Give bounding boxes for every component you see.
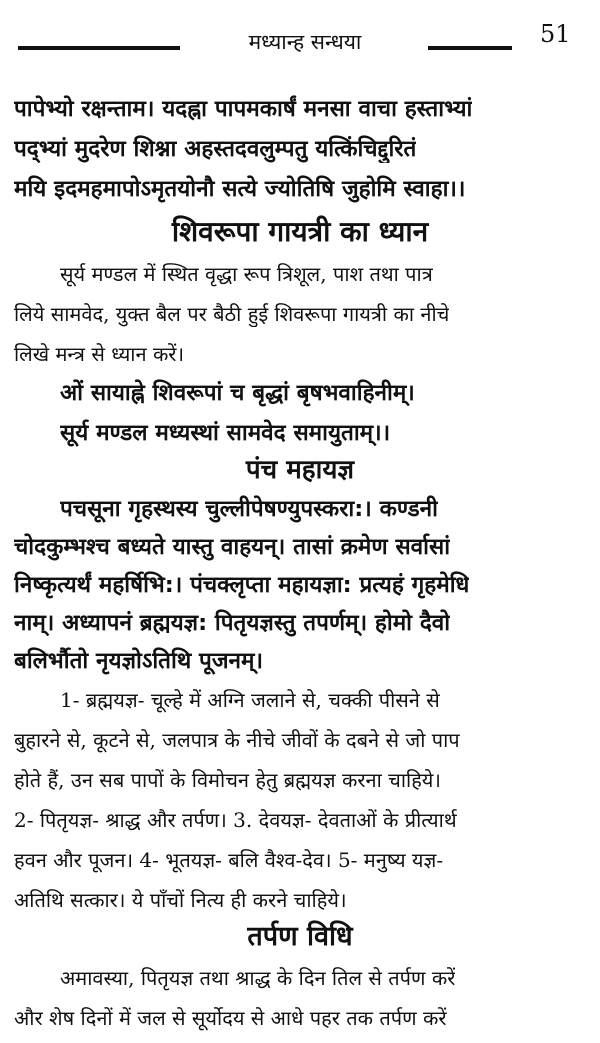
block2-line: बलिर्भौतो नृयज्ञोऽतिथि पूजनम्। bbox=[14, 648, 263, 674]
block1-line: पद्भ्यां मुदरेण शिश्ना अहस्तदवलुम्पतु यत्किंचिद्दुरितं bbox=[14, 136, 417, 162]
header-rule-right bbox=[428, 46, 512, 50]
block2-line: चोदकुम्भश्च बध्यते यास्तु वाहयन्। तासां क्रमेण सर्वासां bbox=[14, 534, 451, 560]
block2-line: पचसूना गृहस्थस्य चुल्लीपेषण्युपस्करा:। कण्डनी bbox=[60, 496, 438, 522]
paragraph-line: लिये सामवेद, युक्त बैल पर बैठी हुई शिवरूपा गायत्री का नीचे bbox=[14, 302, 450, 326]
mantra-line: ओं सायाह्ने शिवरूपां च बृद्धां बृषभवाहिनीम्। bbox=[60, 380, 415, 406]
mantra-line: सूर्य मण्डल मध्यस्थां सामवेद समायुताम्।। bbox=[60, 420, 391, 446]
paragraph-line: और शेष दिनों में जल से सूर्योदय से आधे पहर तक तर्पण करें bbox=[14, 1006, 447, 1030]
header-rule-left bbox=[18, 46, 180, 50]
block1-line: पापेभ्यो रक्षन्ताम। यदह्ना पापमकार्षं मनसा वाचा हस्ताभ्यां bbox=[14, 96, 473, 122]
paragraph-line: बुहारने से, कूटने से, जलपात्र के नीचे जीवों के दबने से जो पाप bbox=[14, 728, 460, 752]
paragraph-line: सूर्य मण्डल में स्थित वृद्धा रूप त्रिशूल, पाश तथा पात्र bbox=[60, 262, 433, 286]
page-number: 51 bbox=[540, 20, 571, 48]
running-title: मध्यान्ह सन्धया bbox=[248, 30, 362, 54]
paragraph-line: हवन और पूजन। 4- भूतयज्ञ- बलि वैश्व-देव। 5- मनुष्य यज्ञ- bbox=[14, 848, 444, 872]
paragraph-line: अमावस्या, पितृयज्ञ तथा श्राद्ध के दिन तिल से तर्पण करें bbox=[60, 966, 456, 990]
running-header bbox=[0, 18, 600, 58]
section-heading: शिवरूपा गायत्री का ध्यान bbox=[171, 215, 429, 248]
paragraph-line: 1- ब्रह्मयज्ञ- चूल्हे में अग्नि जलाने से, चक्की पीसने से bbox=[60, 688, 440, 712]
block2-line: नाम्। अध्यापनं ब्रह्मयज्ञ: पितृयज्ञस्तु तपर्णम्। होमो दैवो bbox=[14, 610, 451, 636]
paragraph-line: होते हैं, उन सब पापों के विमोचन हेतु ब्रह्मयज्ञ करना चाहिये। bbox=[14, 768, 441, 792]
paragraph-line: अतिथि सत्कार। ये पाँचों नित्य ही करने चाहिये। bbox=[14, 888, 347, 912]
section-heading: तर्पण विधि bbox=[247, 921, 353, 952]
block1-line: मयि इदमहमापोऽमृतयोनौ सत्ये ज्योतिषि जुहोमि स्वाहा।। bbox=[14, 176, 466, 202]
paragraph-line: 2- पितृयज्ञ- श्राद्ध और तर्पण। 3. देवयज्ञ- देवताओं के प्रीत्यार्थ bbox=[14, 808, 457, 832]
section-heading: पंच महायज्ञ bbox=[245, 455, 355, 485]
paragraph-line: लिखे मन्त्र से ध्यान करें। bbox=[14, 342, 185, 366]
block2-line: निष्कृत्यर्थं महर्षिभि:। पंचक्लृप्ता महायज्ञा: प्रत्यहं गृहमेधि bbox=[14, 572, 470, 598]
